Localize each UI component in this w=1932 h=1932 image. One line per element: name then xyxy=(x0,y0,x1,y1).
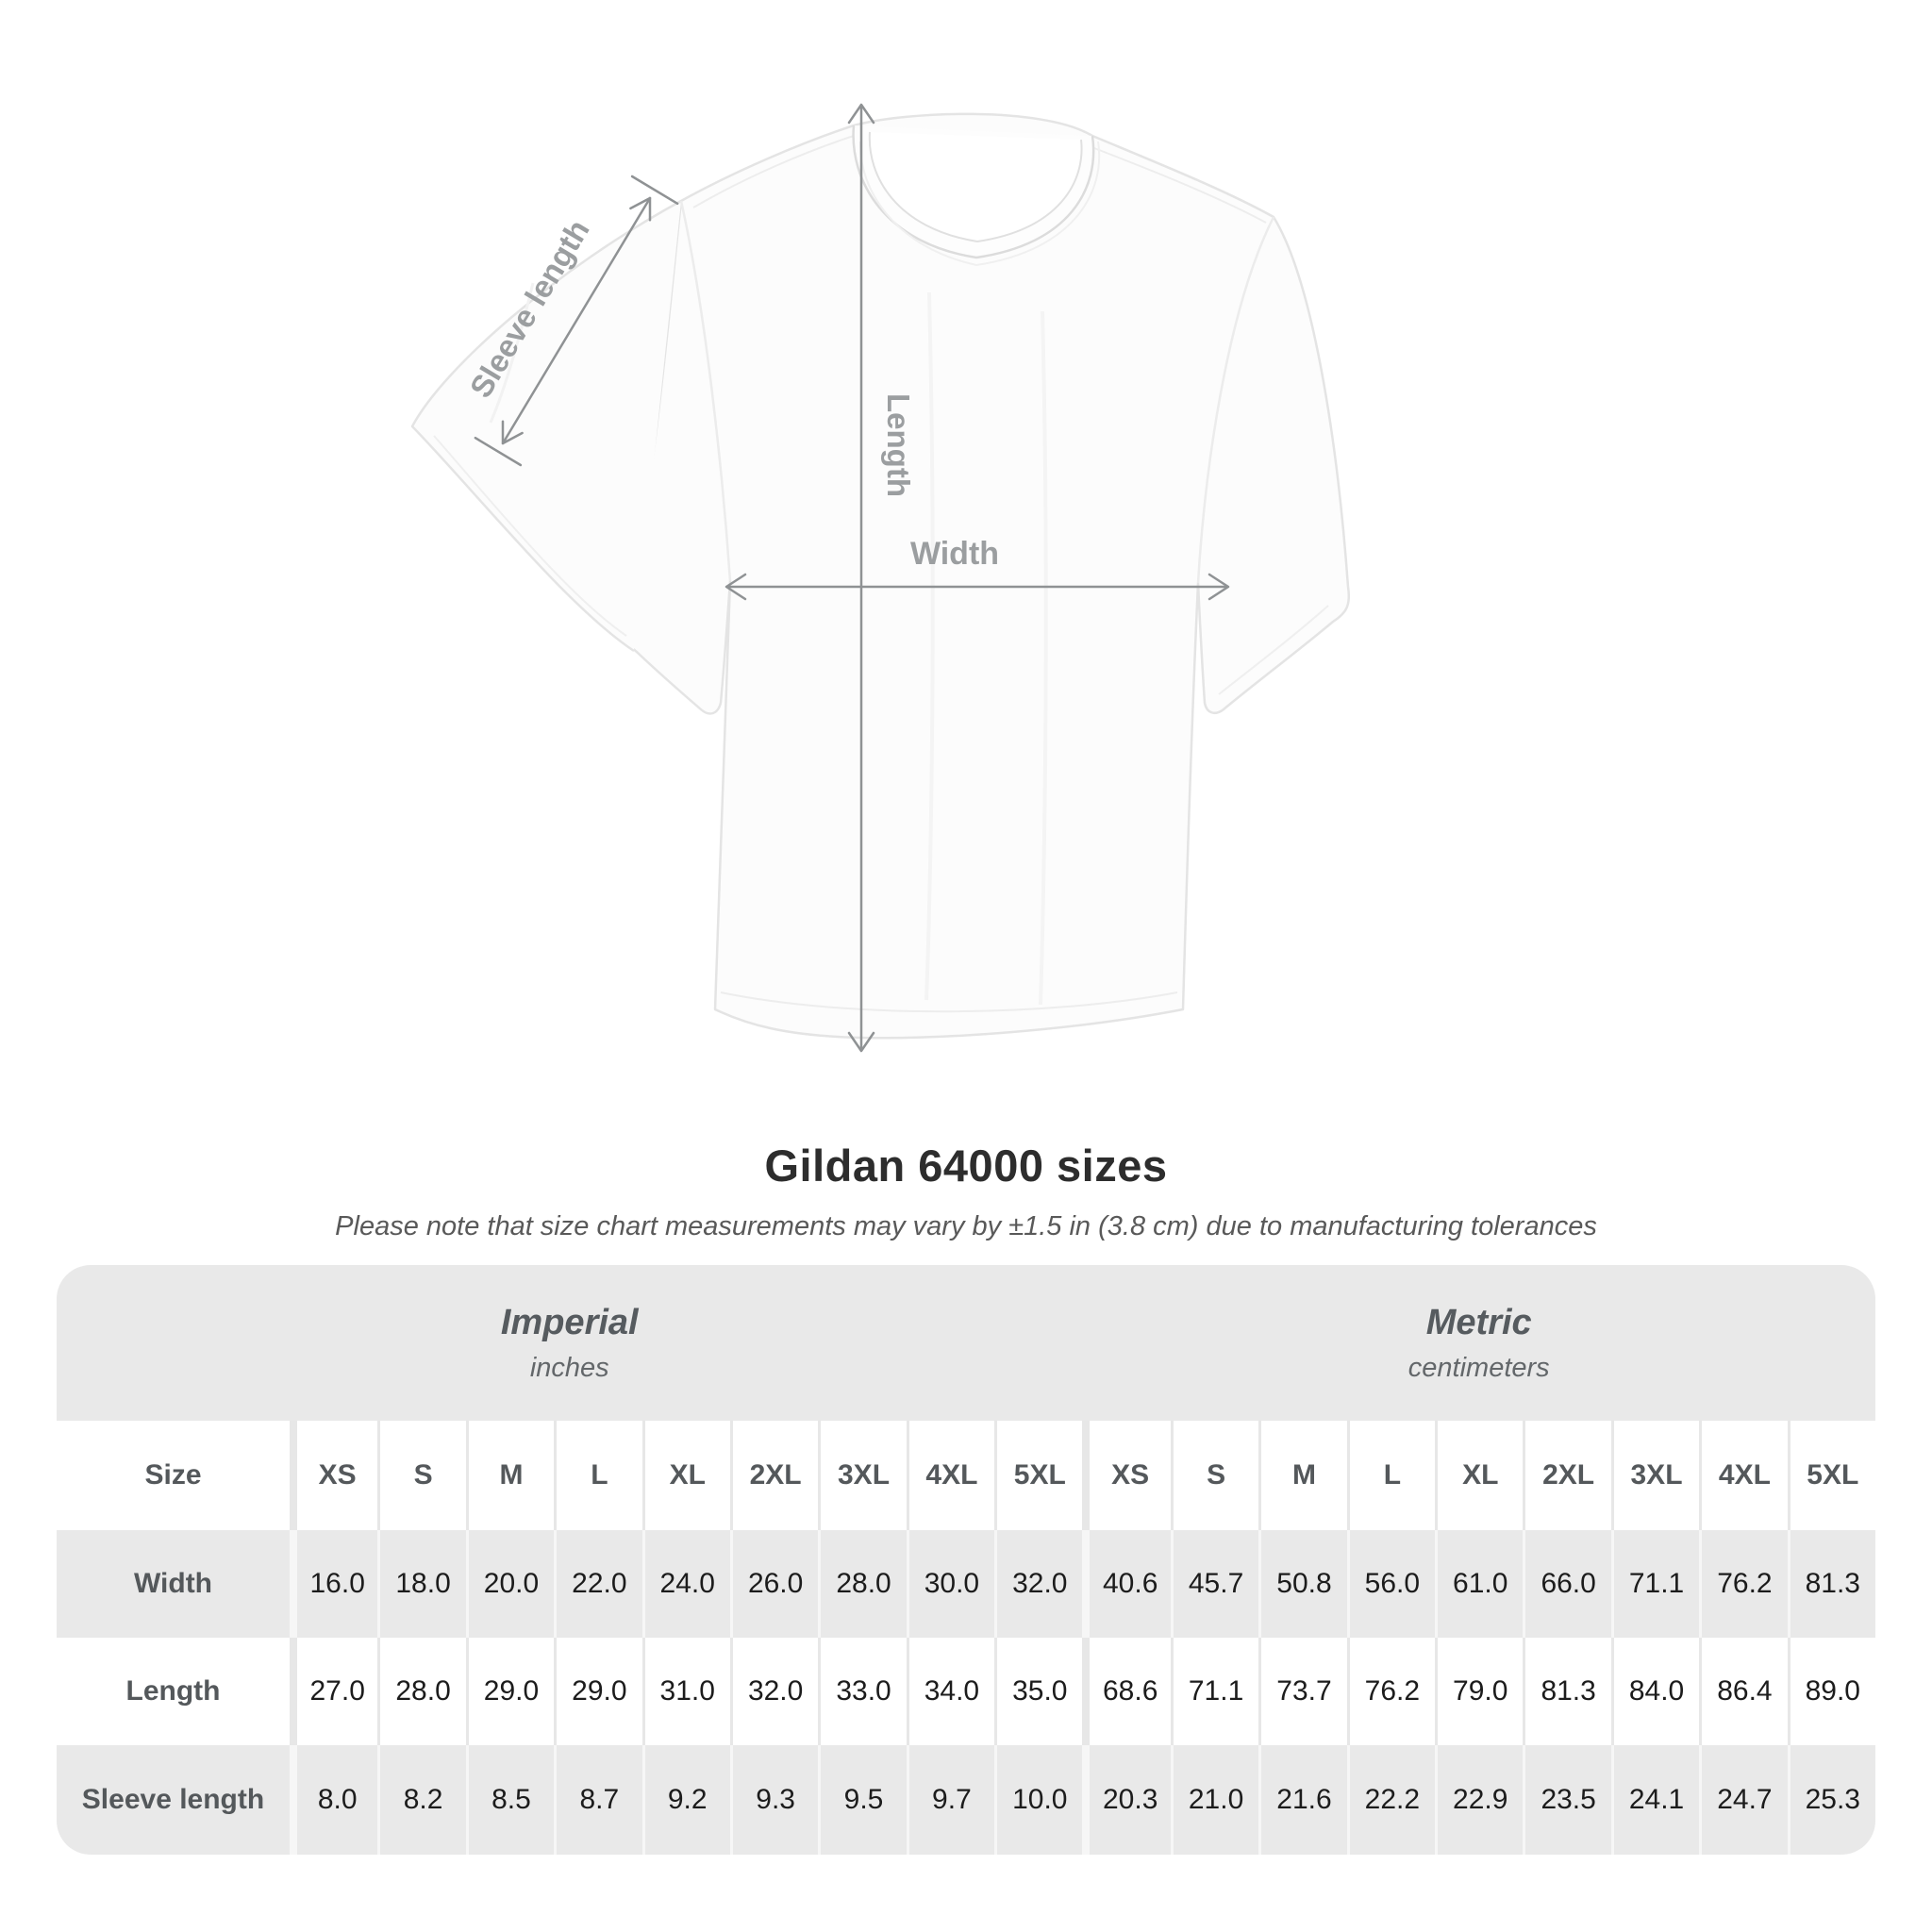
sleeve-length-label: Sleeve length xyxy=(462,213,596,404)
size-table-grid xyxy=(57,1265,1875,1855)
imperial-header xyxy=(57,1265,1082,1421)
row-length-cell: 89.0 xyxy=(1788,1638,1875,1745)
size-header-row-cell: 2XL xyxy=(1523,1421,1610,1530)
row-sleeve-length-cell: 9.3 xyxy=(730,1745,818,1855)
row-sleeve-length-cell: 22.9 xyxy=(1435,1745,1523,1855)
row-width-cell: 40.6 xyxy=(1082,1530,1170,1638)
row-length-cell: 79.0 xyxy=(1435,1638,1523,1745)
row-sleeve-length-cell: 24.1 xyxy=(1611,1745,1699,1855)
row-width-cell: 32.0 xyxy=(994,1530,1082,1638)
size-header-row-cell: S xyxy=(1171,1421,1258,1530)
size-header-row-cell: L xyxy=(554,1421,641,1530)
tolerance-note: Please note that size chart measurements may vary by ±1.5 in (3.8 cm) due to manufacturing tolerances xyxy=(335,1211,1597,1241)
row-width-label: Width xyxy=(133,1568,213,1599)
metric-header-unit: centimeters xyxy=(1407,1352,1550,1383)
row-sleeve-length-cell: 10.0 xyxy=(994,1745,1082,1855)
row-sleeve-length-cell: 25.3 xyxy=(1788,1745,1875,1855)
size-header-row-cell: L xyxy=(1347,1421,1435,1530)
row-width-cell: 16.0 xyxy=(290,1530,377,1638)
row-width-cell: 28.0 xyxy=(818,1530,906,1638)
row-length-cell: 34.0 xyxy=(907,1638,994,1745)
row-sleeve-length-cell: 21.6 xyxy=(1258,1745,1346,1855)
width-label: Width xyxy=(909,536,1000,572)
row-sleeve-length-label: Sleeve length xyxy=(81,1784,265,1815)
size-header-row-cell: 3XL xyxy=(1611,1421,1699,1530)
row-sleeve-length-cell: 20.3 xyxy=(1082,1745,1170,1855)
row-width-cell: 71.1 xyxy=(1611,1530,1699,1638)
row-length-label: Length xyxy=(57,1638,290,1745)
row-sleeve-length-cell: 9.2 xyxy=(642,1745,730,1855)
row-width-cell: 50.8 xyxy=(1258,1530,1346,1638)
row-width-cell: 26.0 xyxy=(730,1530,818,1638)
row-width-cell: 18.0 xyxy=(377,1530,465,1638)
size-table xyxy=(57,1265,1875,1855)
row-width-cell: 30.0 xyxy=(907,1530,994,1638)
size-header-row-cell: M xyxy=(466,1421,554,1530)
row-width-cell: 20.0 xyxy=(466,1530,554,1638)
row-width-cell: 24.0 xyxy=(642,1530,730,1638)
row-length-cell: 76.2 xyxy=(1347,1638,1435,1745)
row-length-cell: 27.0 xyxy=(290,1638,377,1745)
size-header-row-cell: S xyxy=(377,1421,465,1530)
size-header-row-cell: XL xyxy=(1435,1421,1523,1530)
size-header-row-label: Size xyxy=(57,1421,290,1530)
size-header-row-cell: XS xyxy=(290,1421,377,1530)
tshirt-diagram xyxy=(358,57,1396,1113)
page-title: Gildan 64000 sizes xyxy=(764,1141,1168,1191)
imperial-header-unit: inches xyxy=(529,1352,609,1383)
row-length-cell: 29.0 xyxy=(466,1638,554,1745)
row-width-cell: 76.2 xyxy=(1699,1530,1787,1638)
row-width-cell: 56.0 xyxy=(1347,1530,1435,1638)
row-length-cell: 32.0 xyxy=(730,1638,818,1745)
row-width-cell: 66.0 xyxy=(1523,1530,1610,1638)
row-length-cell: 29.0 xyxy=(554,1638,641,1745)
row-sleeve-length-cell: 8.2 xyxy=(377,1745,465,1855)
row-sleeve-length-cell: 9.7 xyxy=(907,1745,994,1855)
row-sleeve-length-cell: 9.5 xyxy=(818,1745,906,1855)
size-header-row-cell: XS xyxy=(1082,1421,1170,1530)
metric-header xyxy=(1082,1265,1875,1421)
row-sleeve-length-cell: 22.2 xyxy=(1347,1745,1435,1855)
size-header-row-cell: 4XL xyxy=(907,1421,994,1530)
row-sleeve-length-cell: 23.5 xyxy=(1523,1745,1610,1855)
metric-header-title: Metric xyxy=(1425,1302,1532,1342)
row-width-cell: 22.0 xyxy=(554,1530,641,1638)
length-label: Length xyxy=(881,393,916,497)
row-sleeve-length-cell: 21.0 xyxy=(1171,1745,1258,1855)
row-length-cell: 35.0 xyxy=(994,1638,1082,1745)
row-length-cell: 31.0 xyxy=(642,1638,730,1745)
row-sleeve-length-cell: 8.5 xyxy=(466,1745,554,1855)
row-length-cell: 68.6 xyxy=(1082,1638,1170,1745)
size-header-row-cell: 5XL xyxy=(1788,1421,1875,1530)
row-length-cell: 71.1 xyxy=(1171,1638,1258,1745)
row-sleeve-length-cell: 8.0 xyxy=(290,1745,377,1855)
size-header-row-cell: M xyxy=(1258,1421,1346,1530)
row-length-cell: 33.0 xyxy=(818,1638,906,1745)
imperial-header-title: Imperial xyxy=(500,1302,639,1342)
row-length-cell: 73.7 xyxy=(1258,1638,1346,1745)
row-width-cell: 81.3 xyxy=(1788,1530,1875,1638)
row-width-cell: 61.0 xyxy=(1435,1530,1523,1638)
size-header-row-cell: 5XL xyxy=(994,1421,1082,1530)
row-sleeve-length-cell: 8.7 xyxy=(554,1745,641,1855)
row-length-cell: 28.0 xyxy=(377,1638,465,1745)
row-length-cell: 86.4 xyxy=(1699,1638,1787,1745)
row-width-cell: 45.7 xyxy=(1171,1530,1258,1638)
size-header-row-cell: 4XL xyxy=(1699,1421,1787,1530)
size-header-row-cell: XL xyxy=(642,1421,730,1530)
size-header-row-cell: 2XL xyxy=(730,1421,818,1530)
size-header-row-cell: 3XL xyxy=(818,1421,906,1530)
row-length-cell: 84.0 xyxy=(1611,1638,1699,1745)
row-length-cell: 81.3 xyxy=(1523,1638,1610,1745)
sleeve-tick-top xyxy=(632,176,677,204)
row-sleeve-length-cell: 24.7 xyxy=(1699,1745,1787,1855)
